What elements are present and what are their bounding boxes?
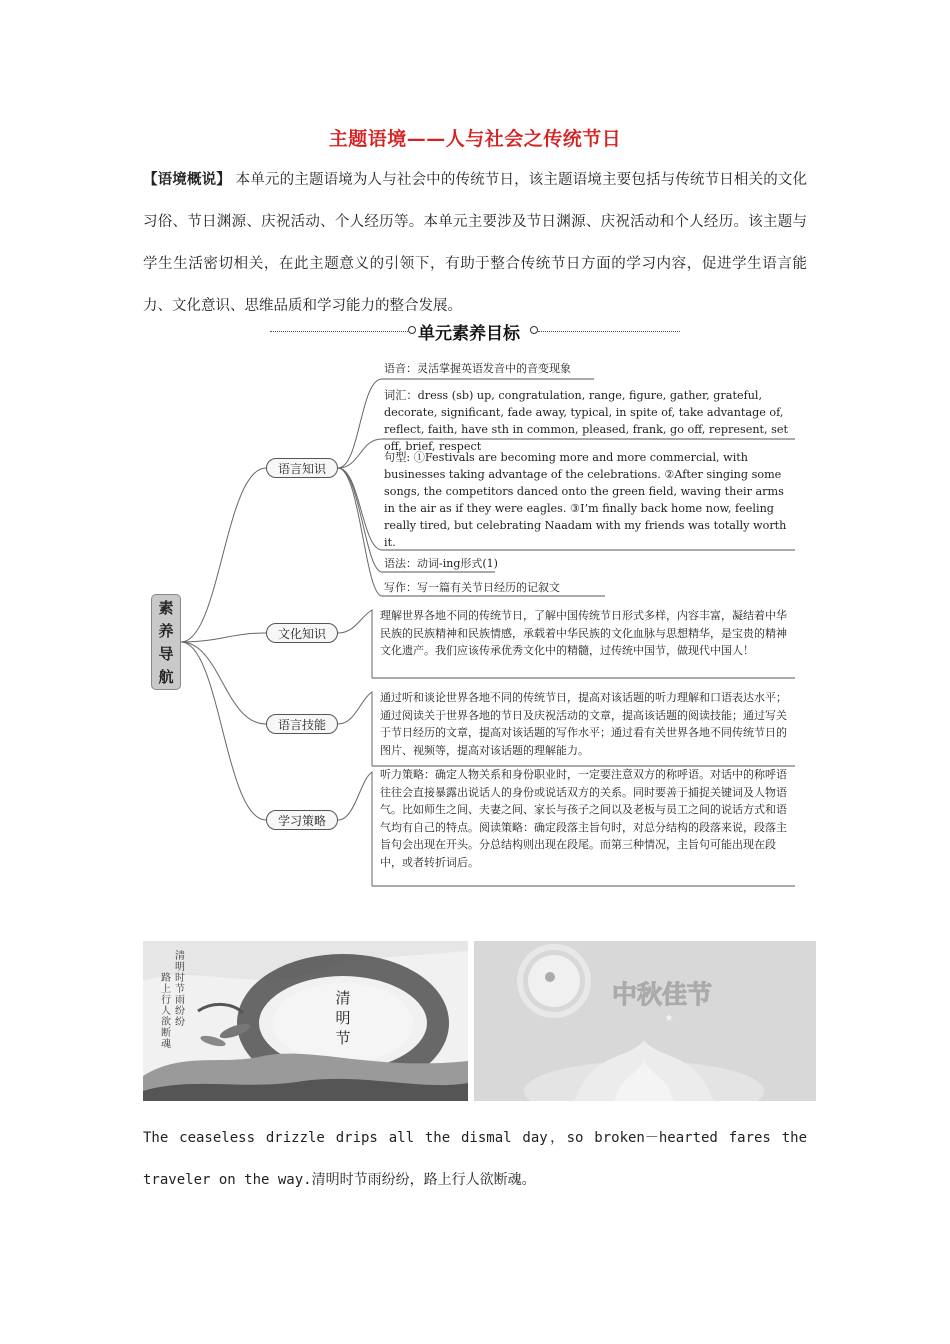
root-char: 养 xyxy=(158,622,174,640)
qingming-image xyxy=(143,941,468,1101)
leaf-strategies: 听力策略：确定人物关系和身份职业时，一定要注意双方的称呼语。对话中的称呼语往往会直接暴露出说话人的身份或说话双方的关系。同时要善于捕捉关键词及人物语气。比如师生之间、夫妻之间、家长与孩子之间以及老板与员工之间的说话方式和语气均有自己的特点。阅读策略：确定段落主旨句时，对总分结构的段落来说，段落主旨句会出现在开头。分总结构则出现在段尾。而第三种情况，主旨句可能出现在段中，或者转折词后。 xyxy=(380,768,787,869)
intro-paragraph xyxy=(143,159,807,327)
leaf-sentence-patterns: 句型: ①Festivals are becoming more and more commercial, with businesses taking advantage of the celebrations. ②After singing some songs, the competitors danced onto the green field, waving their arms in the air as if they were eagles. ③I’m finally back home now, feeling really tired, but celebrating Naadam with my friends was totally worth it. xyxy=(384,451,787,549)
section-banner xyxy=(270,319,682,343)
intro-text: 本单元的主题语境为人与社会中的传统节日，该主题语境主要包括与传统节日相关的文化习俗、节日渊源、庆祝活动、个人经历等。本单元主要涉及节日渊源、庆祝活动和个人经历。该主题与学生生活密切相关，在此主题意义的引领下，有助于整合传统节日方面的学习内容，促进学生语言能力、文化意识、思维品质和学习能力的整合发展。 xyxy=(143,172,807,314)
leaf-grammar: 语法：动词-ing形式(1) xyxy=(384,557,498,570)
root-char: 航 xyxy=(158,668,174,686)
poem-vertical: 清明时节雨纷纷 路上行人欲断魂 xyxy=(161,951,185,1050)
mid-autumn-image xyxy=(474,941,816,1101)
caption-line-1: The ceaseless drizzle drips all the dismal day，so broken－hearted fares the xyxy=(143,1130,807,1146)
mid-autumn-illustration xyxy=(474,941,816,1101)
banner-text: 单元素养目标 xyxy=(418,324,520,344)
root-char: 素 xyxy=(158,599,174,617)
page-title: 主题语境——人与社会之传统节日 xyxy=(328,128,622,150)
leaf-skills: 通过听和谈论世界各地不同的传统节日，提高对该话题的听力理解和口语表达水平；通过阅读关于世界各地的节日及庆祝活动的文章，提高该话题的阅读技能；通过写关于节日经历的文章，提高对该话题的写作水平；通过看有关世界各地不同传统节日的图片、视频等，提高对该话题的理解能力。 xyxy=(380,691,787,757)
leaf-culture: 理解世界各地不同的传统节日，了解中国传统节日形式多样，内容丰富，凝结着中华民族的民族精神和民族情感，承载着中华民族的文化血脉与思想精华，是宝贵的精神文化遗产。我们应该传承优秀文化中的精髓，过传统中国节，做现代中国人！ xyxy=(380,609,787,657)
leaf-pronunciation: 语音：灵活掌握英语发音中的音变现象 xyxy=(384,362,571,375)
mindmap-root xyxy=(151,594,181,690)
star-icon: ★ xyxy=(664,1013,674,1024)
qingming-illustration xyxy=(143,941,468,1101)
leaf-writing: 写作：写一篇有关节日经历的记叙文 xyxy=(384,581,560,594)
caption-line-2: traveler on the way.清明时节雨纷纷，路上行人欲断魂。 xyxy=(143,1172,536,1188)
branch-language-skills: 语言技能 xyxy=(266,714,338,734)
mid-autumn-title: 中秋佳节 xyxy=(611,980,713,1009)
branch-culture-knowledge: 文化知识 xyxy=(266,623,338,643)
qingming-title: 清明节 xyxy=(335,989,351,1047)
intro-tag: 【语境概说】 xyxy=(143,171,231,188)
root-char: 导 xyxy=(158,645,174,663)
leaf-vocabulary: 词汇：dress (sb) up, congratulation, range, figure, gather, grateful, decorate, significant, fade away, typical, in spite of, take advantage of, reflect, faith, have sth in common, pleased, frank, go off, represent, set off, brief, respect xyxy=(384,389,789,453)
branch-learning-strategies: 学习策略 xyxy=(266,810,338,830)
branch-language-knowledge: 语言知识 xyxy=(266,458,338,478)
caption xyxy=(143,1117,807,1201)
